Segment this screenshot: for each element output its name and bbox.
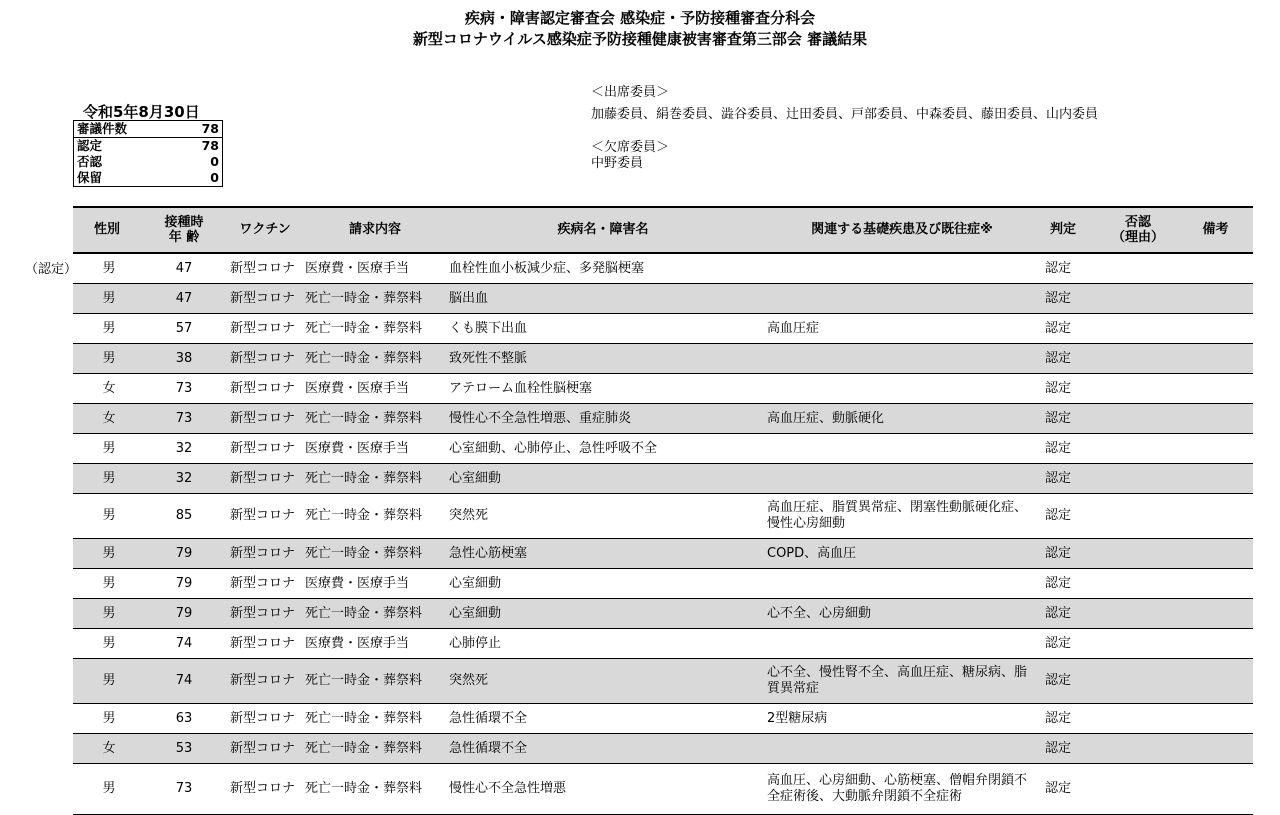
cell-vaccine: 新型コロナ [230, 410, 296, 426]
title-line1: 疾病・障害認定審査会 感染症・予防接種審査分科会 [464, 9, 816, 27]
cell-judge: 認定 [1045, 350, 1072, 366]
cell-disease: 血栓性血小板減少症、多発脳梗塞 [449, 260, 645, 276]
cell-claim: 医療費・医療手当 [305, 635, 410, 651]
cell-claim: 死亡一時金・葬祭料 [305, 350, 423, 366]
summary-label: 否認 [77, 154, 103, 169]
cell-vaccine: 新型コロナ [230, 290, 296, 306]
cell-judge: 認定 [1045, 673, 1072, 688]
cell-age: 32 [175, 470, 193, 486]
header-reason-line2: （理由） [1111, 230, 1164, 245]
table-row [73, 374, 1253, 404]
summary-label: 審議件数 [77, 121, 128, 136]
cell-base-disease [767, 734, 1037, 763]
table-row [73, 704, 1253, 734]
cell-base-disease [767, 344, 1037, 373]
table-row [73, 254, 1253, 284]
cell-disease: 慢性心不全急性増悪、重症肺炎 [449, 410, 632, 426]
cell-sex: 男 [102, 440, 116, 456]
cell-judge: 認定 [1045, 290, 1072, 306]
header-disease: 疾病名・障害名 [557, 222, 649, 237]
header-sex: 性別 [93, 222, 120, 237]
cell-sex: 男 [102, 290, 116, 306]
header-reason-line1: 否認 [1124, 215, 1151, 230]
header-reason [1108, 208, 1168, 252]
summary-value: 78 [201, 138, 219, 153]
cell-age: 57 [175, 320, 193, 336]
table-row [73, 314, 1253, 344]
cell-age: 74 [175, 635, 193, 651]
cell-claim: 医療費・医療手当 [305, 575, 410, 591]
cell-claim: 死亡一時金・葬祭料 [305, 470, 423, 486]
table-row [73, 629, 1253, 659]
table-body [73, 254, 1253, 815]
summary-row-total [74, 121, 222, 138]
cell-base-disease [767, 629, 1037, 658]
present-members: 加藤委員、絹巻委員、澁谷委員、辻田委員、戸部委員、中森委員、藤田委員、山内委員 [591, 107, 1099, 122]
cell-vaccine: 新型コロナ [230, 605, 296, 621]
cell-judge: 認定 [1045, 710, 1072, 726]
summary-label: 認定 [77, 138, 103, 153]
header-vaccine: ワクチン [239, 222, 291, 237]
cell-judge: 認定 [1045, 410, 1072, 426]
table-row [73, 764, 1253, 815]
cell-sex: 男 [102, 470, 116, 486]
cell-judge: 認定 [1045, 635, 1072, 651]
cell-sex: 男 [102, 545, 116, 561]
cell-age: 73 [175, 410, 193, 426]
cell-claim: 死亡一時金・葬祭料 [305, 320, 423, 336]
meeting-date: 令和5年8月30日 [83, 103, 200, 121]
cell-age: 79 [175, 545, 193, 561]
cell-age: 73 [175, 380, 193, 396]
cell-judge: 認定 [1045, 740, 1072, 756]
table-row [73, 539, 1253, 569]
table-row [73, 344, 1253, 374]
cell-sex: 男 [102, 605, 116, 621]
cell-sex: 男 [102, 350, 116, 366]
cell-vaccine: 新型コロナ [230, 260, 296, 276]
cell-judge: 認定 [1045, 545, 1072, 561]
table-row [73, 464, 1253, 494]
cell-sex: 男 [102, 635, 116, 651]
summary-value: 0 [210, 154, 219, 169]
cell-base-disease: 高血圧症、動脈硬化 [767, 410, 885, 426]
cell-base-disease: 心不全、慢性腎不全、高血圧症、糖尿病、脂質異常症 [767, 665, 1028, 696]
cell-claim: 医療費・医療手当 [305, 260, 410, 276]
cell-claim: 死亡一時金・葬祭料 [305, 545, 423, 561]
cell-base-disease: 高血圧症 [767, 320, 820, 336]
cell-sex: 女 [102, 380, 116, 396]
cell-disease: 急性循環不全 [449, 710, 528, 726]
cell-sex: 男 [102, 710, 116, 726]
cell-judge: 認定 [1045, 605, 1072, 621]
cell-base-disease [767, 254, 1037, 283]
cell-sex: 男 [102, 781, 116, 796]
cell-disease: 心肺停止 [449, 635, 502, 651]
cell-judge: 認定 [1045, 508, 1072, 523]
cell-claim: 死亡一時金・葬祭料 [305, 290, 423, 306]
cell-age: 53 [175, 740, 193, 756]
cell-vaccine: 新型コロナ [230, 320, 296, 336]
cell-claim: 死亡一時金・葬祭料 [305, 710, 423, 726]
cell-vaccine: 新型コロナ [230, 440, 296, 456]
cell-disease: くも膜下出血 [449, 320, 528, 336]
cell-claim: 死亡一時金・葬祭料 [305, 781, 423, 796]
header-claim: 請求内容 [348, 222, 401, 237]
cell-judge: 認定 [1045, 260, 1072, 276]
cell-age: 63 [175, 710, 193, 726]
cell-sex: 男 [102, 260, 116, 276]
cell-vaccine: 新型コロナ [230, 575, 296, 591]
cell-judge: 認定 [1045, 320, 1072, 336]
cell-disease: 急性循環不全 [449, 740, 528, 756]
table-header [73, 206, 1253, 254]
cell-base-disease [767, 434, 1037, 463]
table-row [73, 659, 1253, 704]
cell-base-disease [767, 464, 1037, 493]
summary-value: 0 [210, 170, 219, 185]
cell-judge: 認定 [1045, 781, 1072, 796]
cell-base-disease [767, 284, 1037, 313]
cell-age: 47 [175, 290, 193, 306]
cell-judge: 認定 [1045, 575, 1072, 591]
cell-vaccine: 新型コロナ [230, 508, 296, 523]
cell-vaccine: 新型コロナ [230, 710, 296, 726]
cell-vaccine: 新型コロナ [230, 470, 296, 486]
cell-disease: 心室細動 [449, 575, 502, 591]
title-line2: 新型コロナウイルス感染症予防接種健康被害審査第三部会 審議結果 [412, 30, 868, 48]
cell-claim: 死亡一時金・葬祭料 [305, 605, 423, 621]
table-row [73, 494, 1253, 539]
summary-value: 78 [201, 121, 219, 136]
table-row [73, 434, 1253, 464]
cell-sex: 男 [102, 508, 116, 523]
results-table [73, 206, 1253, 815]
summary-row-approved [74, 138, 222, 154]
cell-claim: 死亡一時金・葬祭料 [305, 508, 423, 523]
cell-disease: 慢性心不全急性増悪 [449, 781, 567, 796]
cell-claim: 医療費・医療手当 [305, 380, 410, 396]
cell-age: 74 [175, 673, 193, 688]
header-judge: 判定 [1049, 222, 1076, 237]
cell-disease: 急性心筋梗塞 [449, 545, 528, 561]
table-row [73, 569, 1253, 599]
summary-row-pending [74, 170, 222, 186]
cell-disease: 心室細動、心肺停止、急性呼吸不全 [449, 440, 658, 456]
cell-age: 79 [175, 605, 193, 621]
absent-members: 中野委員 [591, 156, 644, 171]
cell-base-disease: COPD、高血圧 [767, 545, 857, 561]
cell-age: 47 [175, 260, 193, 276]
cell-judge: 認定 [1045, 440, 1072, 456]
cell-sex: 女 [102, 410, 116, 426]
cell-sex: 女 [102, 740, 116, 756]
cell-sex: 男 [102, 320, 116, 336]
summary-row-denied [74, 154, 222, 170]
cell-disease: 脳出血 [449, 290, 489, 306]
section-label: （認定） [25, 262, 78, 277]
absent-heading: ＜欠席委員＞ [591, 140, 670, 155]
cell-age: 79 [175, 575, 193, 591]
cell-base-disease: 心不全、心房細動 [767, 605, 872, 621]
cell-vaccine: 新型コロナ [230, 635, 296, 651]
header-age-line1: 接種時 [164, 215, 204, 230]
cell-claim: 死亡一時金・葬祭料 [305, 410, 423, 426]
table-row [73, 734, 1253, 764]
cell-base-disease: 高血圧、心房細動、心筋梗塞、僧帽弁閉鎖不全症術後、大動脈弁閉鎖不全症術 [767, 773, 1028, 804]
cell-vaccine: 新型コロナ [230, 673, 296, 688]
cell-vaccine: 新型コロナ [230, 740, 296, 756]
cell-age: 73 [175, 781, 193, 796]
table-row [73, 599, 1253, 629]
header-note: 備考 [1202, 222, 1229, 237]
table-row [73, 404, 1253, 434]
cell-age: 32 [175, 440, 193, 456]
header-age [158, 208, 210, 252]
cell-disease: 心室細動 [449, 470, 502, 486]
cell-base-disease: 高血圧症、脂質異常症、閉塞性動脈硬化症、慢性心房細動 [767, 500, 1028, 531]
cell-vaccine: 新型コロナ [230, 380, 296, 396]
cell-sex: 男 [102, 575, 116, 591]
cell-sex: 男 [102, 673, 116, 688]
cell-disease: 突然死 [449, 673, 489, 688]
cell-claim: 死亡一時金・葬祭料 [305, 673, 423, 688]
header-base-disease: 関連する基礎疾患及び既往症※ [811, 222, 993, 237]
present-heading: ＜出席委員＞ [591, 85, 670, 100]
cell-vaccine: 新型コロナ [230, 781, 296, 796]
cell-age: 38 [175, 350, 193, 366]
cell-judge: 認定 [1045, 470, 1072, 486]
cell-age: 85 [175, 508, 193, 523]
cell-judge: 認定 [1045, 380, 1072, 396]
header-age-line2: 年 齢 [168, 230, 200, 245]
cell-disease: 突然死 [449, 508, 489, 523]
cell-claim: 死亡一時金・葬祭料 [305, 740, 423, 756]
summary-box [73, 120, 223, 187]
cell-disease: 心室細動 [449, 605, 502, 621]
cell-base-disease [767, 569, 1037, 598]
cell-claim: 医療費・医療手当 [305, 440, 410, 456]
cell-vaccine: 新型コロナ [230, 545, 296, 561]
cell-disease: 致死性不整脈 [449, 350, 528, 366]
summary-label: 保留 [77, 170, 103, 185]
table-row [73, 284, 1253, 314]
cell-disease: アテローム血栓性脳梗塞 [449, 380, 593, 396]
cell-base-disease: 2型糖尿病 [767, 710, 828, 726]
cell-base-disease [767, 374, 1037, 403]
cell-vaccine: 新型コロナ [230, 350, 296, 366]
